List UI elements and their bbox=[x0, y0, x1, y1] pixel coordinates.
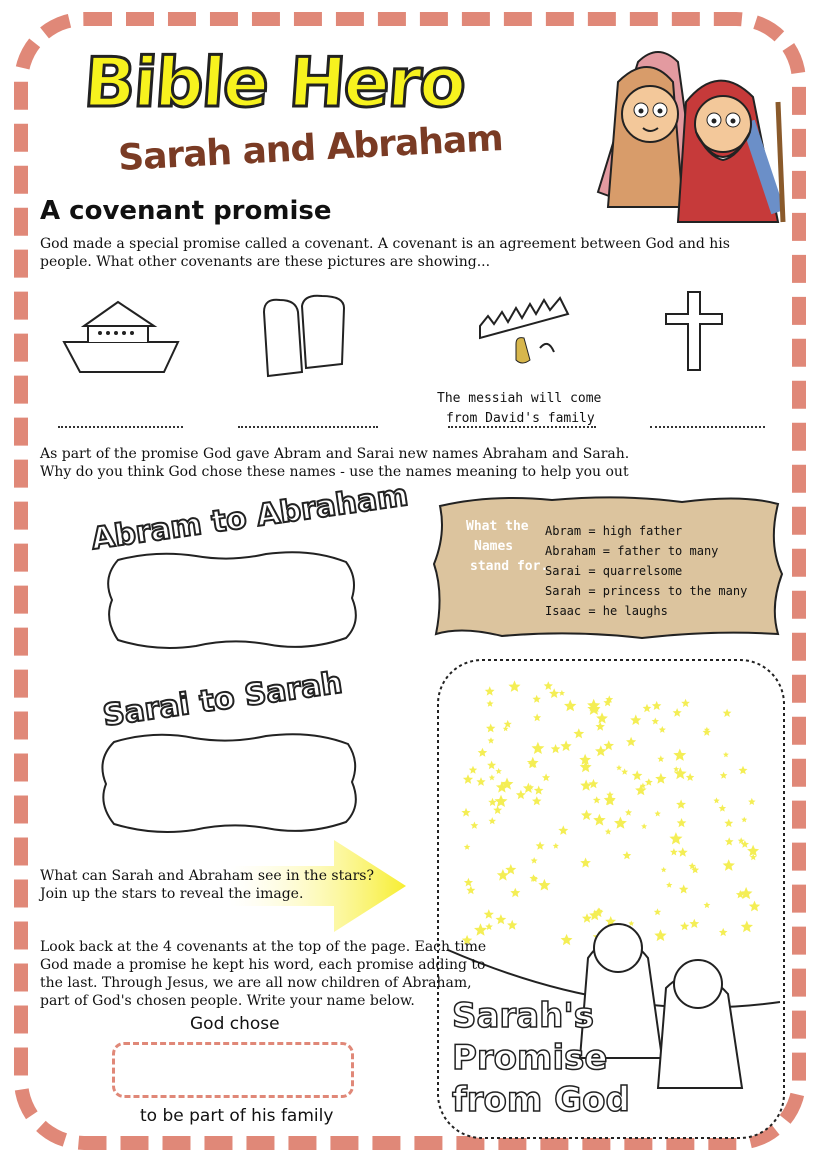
crown-caption-line-1: The messiah will come bbox=[437, 391, 602, 406]
page-subtitle: Sarah and Abraham bbox=[117, 117, 504, 180]
sarah-answer-frame[interactable] bbox=[90, 730, 368, 836]
meaning-sarai: Sarai = quarrelsome bbox=[545, 564, 683, 578]
stars-question-2: Join up the stars to reveal the image. bbox=[40, 886, 304, 902]
meaning-sarah: Sarah = princess to the many bbox=[545, 584, 748, 598]
answer-line-4[interactable] bbox=[650, 426, 765, 428]
meanings-title-3: stand for. bbox=[470, 559, 549, 574]
meaning-isaac: Isaac = he laughs bbox=[545, 604, 668, 618]
answer-line-2[interactable] bbox=[238, 426, 378, 428]
stars-question-1: What can Sarah and Abraham see in the stars? bbox=[40, 868, 374, 884]
crown-harp-icon bbox=[476, 296, 576, 368]
meaning-abram: Abram = high father bbox=[545, 524, 683, 538]
abram-to-abraham-label: Abram to Abraham bbox=[89, 477, 411, 558]
star-card-caption-3: from God bbox=[452, 1080, 630, 1120]
cross-icon bbox=[664, 290, 724, 372]
page-title: Bible Hero bbox=[81, 44, 467, 123]
covenant-intro: God made a special promise called a covenant. A covenant is an agreement between God and his people. What other covenants are these pictures are showing... bbox=[40, 236, 730, 270]
closing-text-1: Look back at the 4 covenants at the top of the page. Each time bbox=[40, 939, 487, 955]
answer-line-1[interactable] bbox=[58, 426, 183, 428]
star-card-caption-1: Sarah's bbox=[452, 996, 594, 1036]
family-label: to be part of his family bbox=[140, 1106, 334, 1126]
closing-text-4: part of God's chosen people. Write your name below. bbox=[40, 993, 415, 1009]
name-input-box[interactable] bbox=[112, 1042, 354, 1098]
crown-caption-line-2: from David's family bbox=[446, 411, 595, 426]
god-chose-label: God chose bbox=[190, 1014, 280, 1034]
meanings-title-1: What the bbox=[466, 519, 529, 534]
names-intro-2: Why do you think God chose these names - use the names meaning to help you out bbox=[40, 464, 629, 480]
closing-text-2: God made a promise he kept his word, each promise adding to bbox=[40, 957, 486, 973]
sarai-to-sarah-label: Sarai to Sarah bbox=[100, 665, 345, 734]
abraham-answer-frame[interactable] bbox=[96, 548, 366, 652]
answer-line-3[interactable] bbox=[448, 426, 596, 428]
ark-icon bbox=[60, 298, 182, 378]
tablets-icon bbox=[258, 292, 350, 380]
star-card-caption-2: Promise bbox=[452, 1038, 608, 1078]
closing-text-3: the last. Through Jesus, we are all now children of Abraham, bbox=[40, 975, 472, 991]
names-intro-1: As part of the promise God gave Abram and Sarai new names Abraham and Sarah. bbox=[40, 446, 630, 462]
sarah-abraham-illustration bbox=[578, 42, 793, 227]
meanings-title-2: Names bbox=[474, 539, 514, 554]
meaning-abraham: Abraham = father to many bbox=[545, 544, 719, 558]
covenant-heading: A covenant promise bbox=[40, 196, 332, 226]
